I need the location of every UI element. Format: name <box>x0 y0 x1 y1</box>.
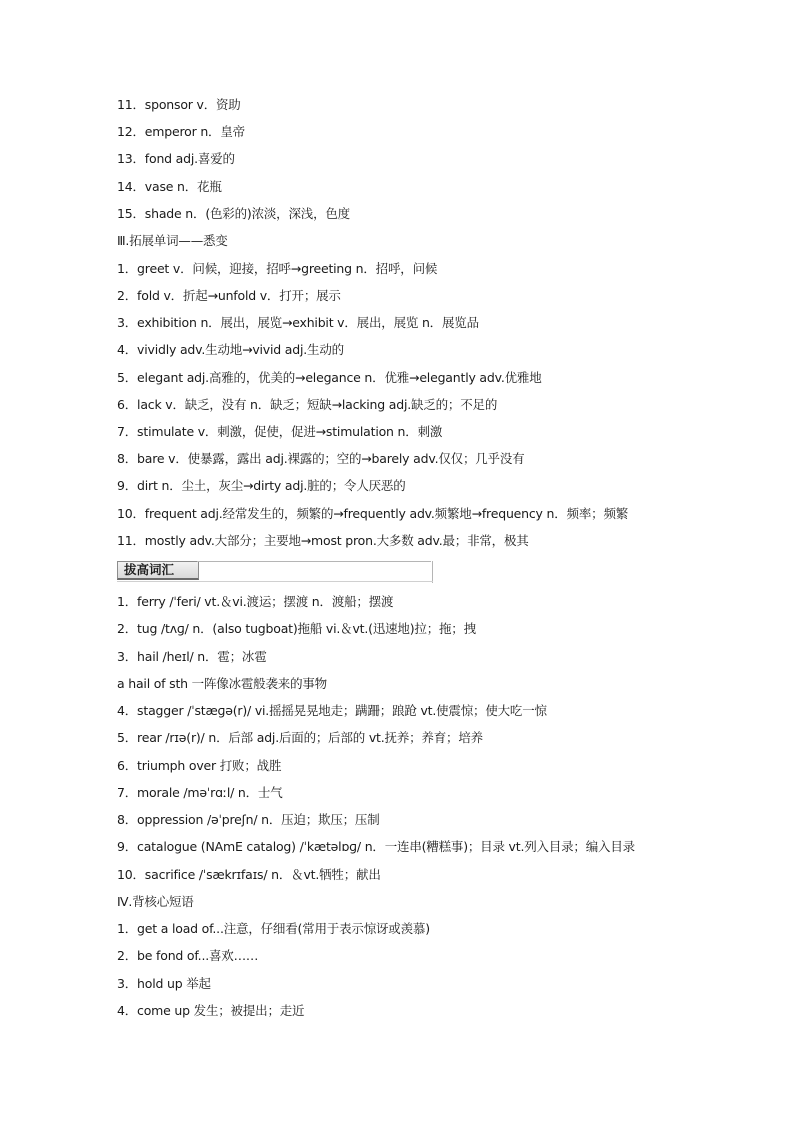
word-family-item: 10．frequent adj.经常发生的，频繁的→frequently adv.频繁地→frequency n．频率；频繁 <box>117 506 629 521</box>
vocab-item: 13．fond adj.喜爱的 <box>117 151 235 166</box>
boxed-section-heading <box>117 561 433 581</box>
vocab-item: 11．sponsor v．资助 <box>117 97 241 112</box>
advanced-vocab-item: 8．oppression /əˈpreʃn/ n．压迫；欺压；压制 <box>117 812 380 827</box>
phrase-item: 3．hold up 举起 <box>117 976 211 991</box>
word-family-item: 1．greet v．问候，迎接，招呼→greeting n．招呼，问候 <box>117 261 438 276</box>
advanced-vocab-item: 5．rear /rɪə(r)/ n．后部 adj.后面的；后部的 vt.抚养；养育；培养 <box>117 730 483 745</box>
advanced-vocab-item: 1．ferry /ˈferi/ vt.＆vi.渡运；摆渡 n．渡船；摆渡 <box>117 594 394 609</box>
vocab-item: 15．shade n．(色彩的)浓淡，深浅，色度 <box>117 206 350 221</box>
word-family-item: 5．elegant adj.高雅的，优美的→elegance n．优雅→elegantly adv.优雅地 <box>117 370 542 385</box>
word-family-item: 8．bare v．使暴露，露出 adj.裸露的；空的→barely adv.仅仅；几乎没有 <box>117 451 525 466</box>
phrase-item: 1．get a load of...注意，仔细看(常用于表示惊讶或羡慕) <box>117 921 430 936</box>
advanced-vocab-item: 6．triumph over 打败；战胜 <box>117 758 282 773</box>
advanced-vocab-item: 2．tug /tʌɡ/ n．(also tugboat)拖船 vi.＆vt.(迅速地)拉；拖；拽 <box>117 621 476 636</box>
section-heading: Ⅳ.背核心短语 <box>117 894 194 909</box>
advanced-vocab-phrase: a hail of sth 一阵像冰雹般袭来的事物 <box>117 676 327 691</box>
advanced-vocab-item: 4．stagger /ˈstæɡə(r)/ vi.摇摇晃晃地走；蹒跚；踉跄 vt.使震惊；使大吃一惊 <box>117 703 547 718</box>
vocab-item: 12．emperor n．皇帝 <box>117 124 245 139</box>
word-family-item: 4．vividly adv.生动地→vivid adj.生动的 <box>117 342 344 357</box>
word-family-item: 7．stimulate v．刺激，促使，促进→stimulation n．刺激 <box>117 424 443 439</box>
word-family-item: 11．mostly adv.大部分；主要地→most pron.大多数 adv.最；非常，极其 <box>117 533 529 548</box>
vocab-item: 14．vase n．花瓶 <box>117 179 222 194</box>
advanced-vocab-item: 9．catalogue (NAmE catalog) /ˈkætəlɒɡ/ n．一连串(糟糕事)；目录 vt.列入目录；编入目录 <box>117 839 635 854</box>
heading-rule <box>197 561 431 562</box>
phrase-item: 4．come up 发生；被提出；走近 <box>117 1003 305 1018</box>
advanced-vocab-item: 3．hail /heɪl/ n．雹；冰雹 <box>117 649 267 664</box>
section-heading: Ⅲ.拓展单词——悉变 <box>117 233 228 248</box>
heading-rule-bottom <box>117 581 433 582</box>
advanced-vocab-item: 7．morale /məˈrɑːl/ n．士气 <box>117 785 283 800</box>
word-family-item: 3．exhibition n．展出，展览→exhibit v．展出，展览 n．展览品 <box>117 315 479 330</box>
phrase-item: 2．be fond of...喜欢…… <box>117 948 259 963</box>
word-family-item: 2．fold v．折起→unfold v．打开；展示 <box>117 288 341 303</box>
heading-rule-right <box>432 561 433 583</box>
word-family-item: 6．lack v．缺乏，没有 n．缺乏；短缺→lacking adj.缺乏的；不足的 <box>117 397 498 412</box>
word-family-item: 9．dirt n．尘土，灰尘→dirty adj.脏的；令人厌恶的 <box>117 478 406 493</box>
advanced-vocab-item: 10．sacrifice /ˈsækrɪfaɪs/ n．＆vt.牺牲；献出 <box>117 867 381 882</box>
boxed-heading-label: 拔高词汇 <box>117 561 199 580</box>
